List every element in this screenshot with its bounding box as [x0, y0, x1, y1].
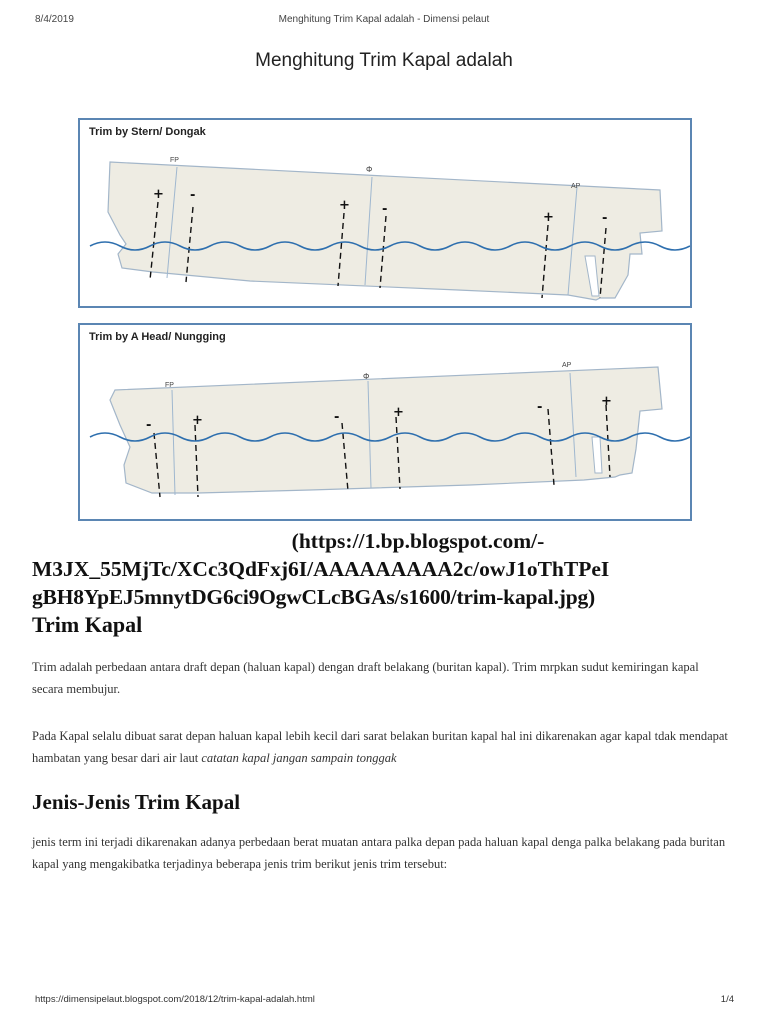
section-heading: Trim Kapal — [32, 612, 143, 637]
paragraph-trim-definition: Trim adalah perbedaan antara draft depan (haluan kapal) dengan draft belakang (buritan kapal). Trim mrpkan sudut kemiringan kapal secara membujur. — [32, 660, 699, 696]
trim-by-head-figure — [78, 323, 692, 521]
paragraph-text: Pada Kapal selalu dibuat sarat depan haluan kapal lebih kecil dari sarat belakan buritan kapal hal ini dikarenakan agar kapal tdak mendapat hambatan yang besar dari air laut — [32, 729, 728, 765]
header-title: Menghitung Trim Kapal adalah - Dimensi pelaut — [278, 14, 490, 25]
sign-3: + — [339, 198, 350, 213]
midship-marker: Φ — [363, 372, 370, 381]
figure-label: Trim by Stern/ Dongak — [89, 126, 206, 138]
sign-4: + — [393, 405, 404, 420]
sign-5: + — [543, 210, 554, 225]
italic-note: catatan kapal jangan sampain tonggak — [201, 751, 397, 765]
image-url-line-2[interactable]: M3JX_55MjTc/XCc3QdFxj6I/AAAAAAAAA2c/owJ1oThTPeI — [32, 557, 610, 581]
image-url-line-3[interactable]: gBH8YpEJ5mnytDG6ci9OgwCLcBGAs/s1600/trim-kapal.jpg) — [32, 585, 595, 609]
footer-page-number: 1/4 — [720, 994, 734, 1005]
sign-4: - — [382, 202, 388, 217]
trim-by-stern-diagram — [80, 120, 690, 306]
fp-marker: FP — [165, 382, 174, 389]
sign-1: + — [153, 187, 164, 202]
midship-marker: Φ — [366, 165, 373, 174]
trim-by-head-diagram — [80, 325, 690, 519]
sign-6: - — [602, 211, 608, 226]
sign-2: - — [190, 188, 196, 203]
paragraph-draft-explanation — [32, 725, 732, 769]
figure-label: Trim by A Head/ Nungging — [89, 331, 226, 343]
sign-6: + — [601, 394, 612, 409]
ship-hull — [110, 367, 662, 493]
sign-3: - — [334, 410, 340, 425]
image-url-link[interactable] — [32, 527, 748, 639]
image-url-line-1[interactable]: (https://1.bp.blogspot.com/- — [291, 529, 545, 553]
ap-marker: AP — [571, 183, 581, 190]
sign-1: - — [146, 418, 152, 433]
heading-jenis-trim: Jenis-Jenis Trim Kapal — [32, 790, 241, 814]
header-date: 8/4/2019 — [35, 14, 74, 25]
footer-url: https://dimensipelaut.blogspot.com/2018/12/trim-kapal-adalah.html — [35, 994, 315, 1005]
paragraph-jenis-trim: jenis term ini terjadi dikarenakan adanya perbedaan berat muatan antara palka depan pada haluan kapal denga palka belakang pada buritan kapal yang mengakibatka terjadinya beberapa jenis trim berikut jenis trim tersebut: — [32, 835, 726, 871]
fp-marker: FP — [170, 157, 179, 164]
page-title: Menghitung Trim Kapal adalah — [255, 50, 513, 71]
trim-by-stern-figure — [78, 118, 692, 308]
sign-2: + — [192, 413, 203, 428]
sign-5: - — [537, 400, 543, 415]
ap-marker: AP — [562, 362, 572, 369]
